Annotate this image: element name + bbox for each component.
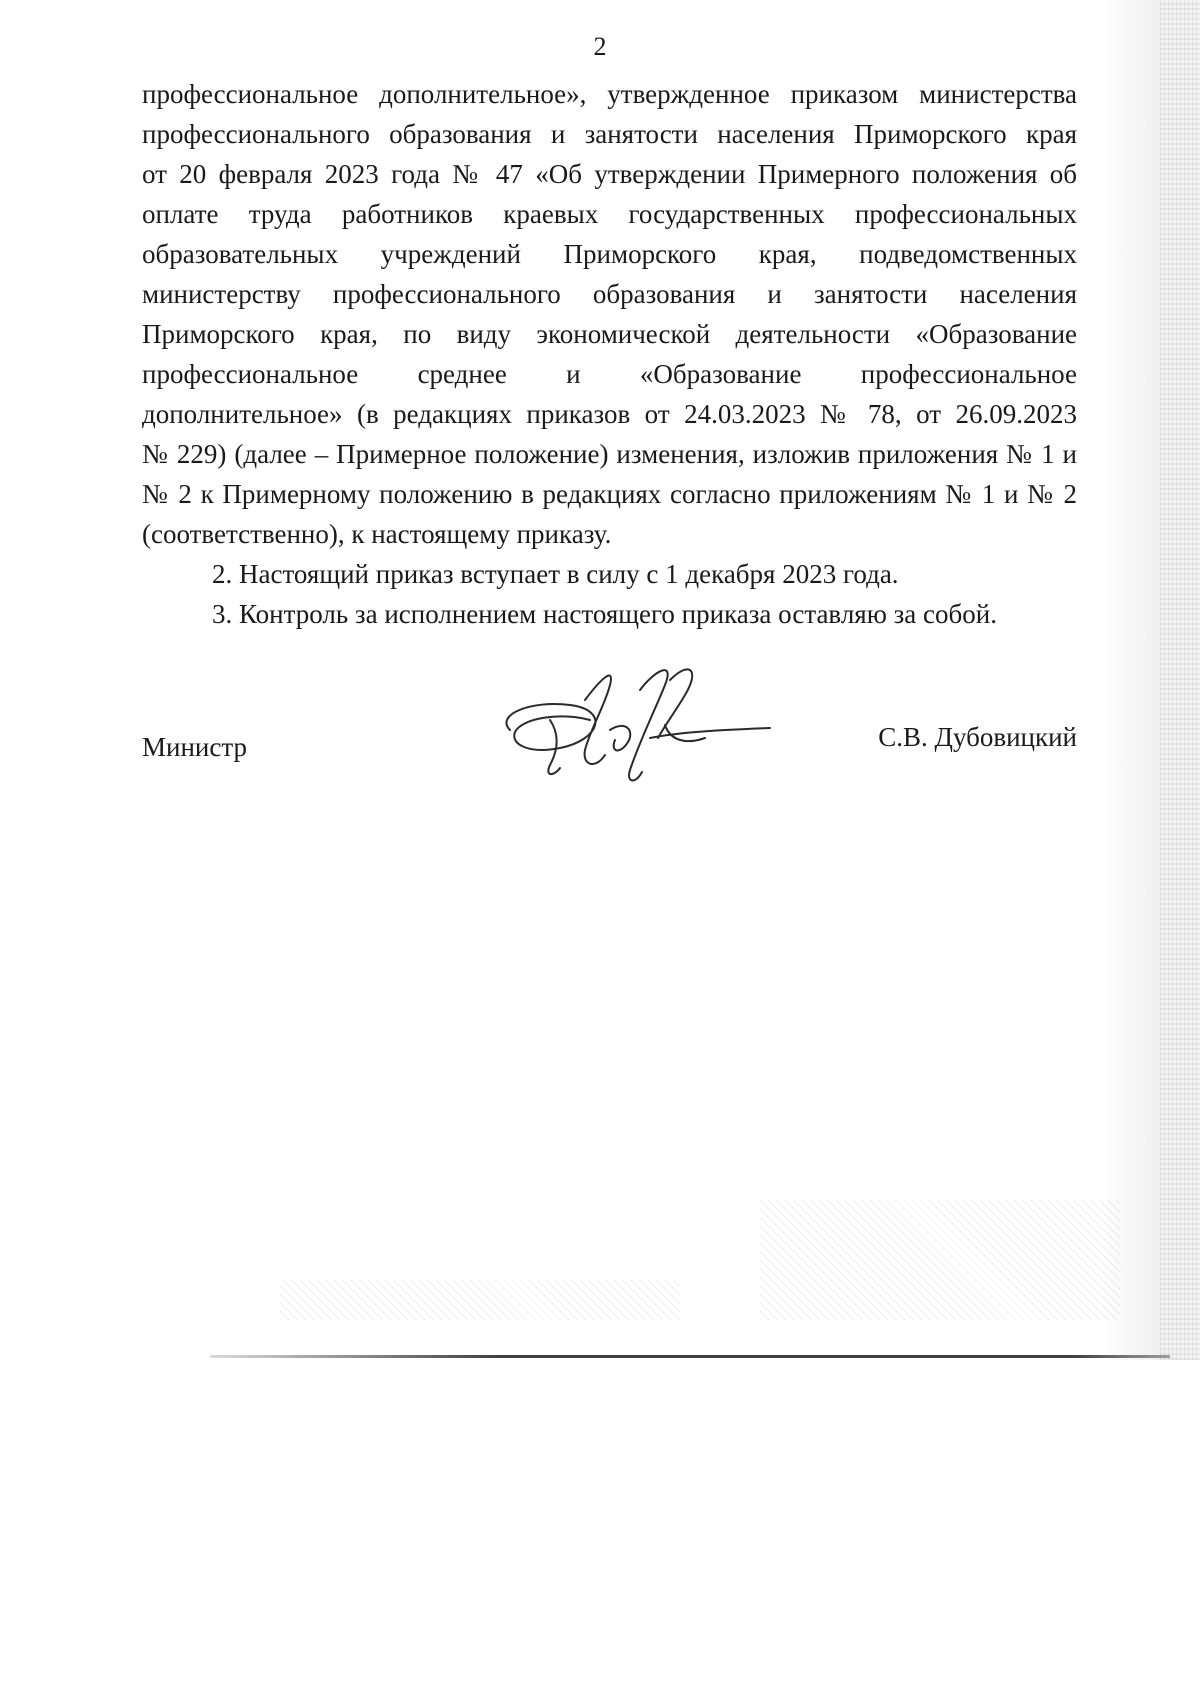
paragraph-1 (142, 74, 1077, 554)
text-line: Приморского края, по виду экономической деятельности «Образование (142, 319, 1077, 349)
scan-speckle (760, 1200, 1120, 1320)
text-line: профессиональное дополнительное», утвержденное приказом министерства (142, 79, 1077, 109)
page-number: 2 (593, 32, 607, 61)
text-line: дополнительное» (в редакциях приказов от 24.03.2023 № 78, от 26.09.2023 (142, 399, 1077, 429)
page-bottom-edge (210, 1355, 1170, 1358)
text-line: № 2 к Примерному положению в редакциях согласно приложениям № 1 и № 2 (142, 479, 1077, 509)
text-line: от 20 февраля 2023 года № 47 «Об утверждении Примерного положения об (142, 159, 1077, 189)
scan-edge (1160, 0, 1200, 1360)
document-body (142, 74, 1077, 634)
item-3: 3. Контроль за исполнением настоящего приказа оставляю за собой. (212, 599, 997, 629)
text-line: оплате труда работников краевых государственных профессиональных (142, 199, 1077, 229)
text-line: профессионального образования и занятости населения Приморского края (142, 119, 1077, 149)
text-line: образовательных учреждений Приморского края, подведомственных (142, 239, 1077, 269)
text-line: министерству профессионального образования и занятости населения (142, 279, 1077, 309)
text-line: (соответственно), к настоящему приказу. (142, 519, 612, 549)
scan-speckle (280, 1280, 680, 1320)
scan-shadow (1100, 0, 1160, 1360)
signatory-name: С.В. Дубовицкий (878, 722, 1077, 752)
item-2: 2. Настоящий приказ вступает в силу с 1 декабря 2023 года. (212, 559, 899, 589)
text-line: № 229) (далее – Примерное положение) изменения, изложив приложения № 1 и (142, 439, 1077, 469)
text-line: профессиональное среднее и «Образование профессиональное (142, 359, 1077, 389)
signature-block (142, 722, 1077, 782)
signatory-title: Министр (142, 732, 247, 762)
